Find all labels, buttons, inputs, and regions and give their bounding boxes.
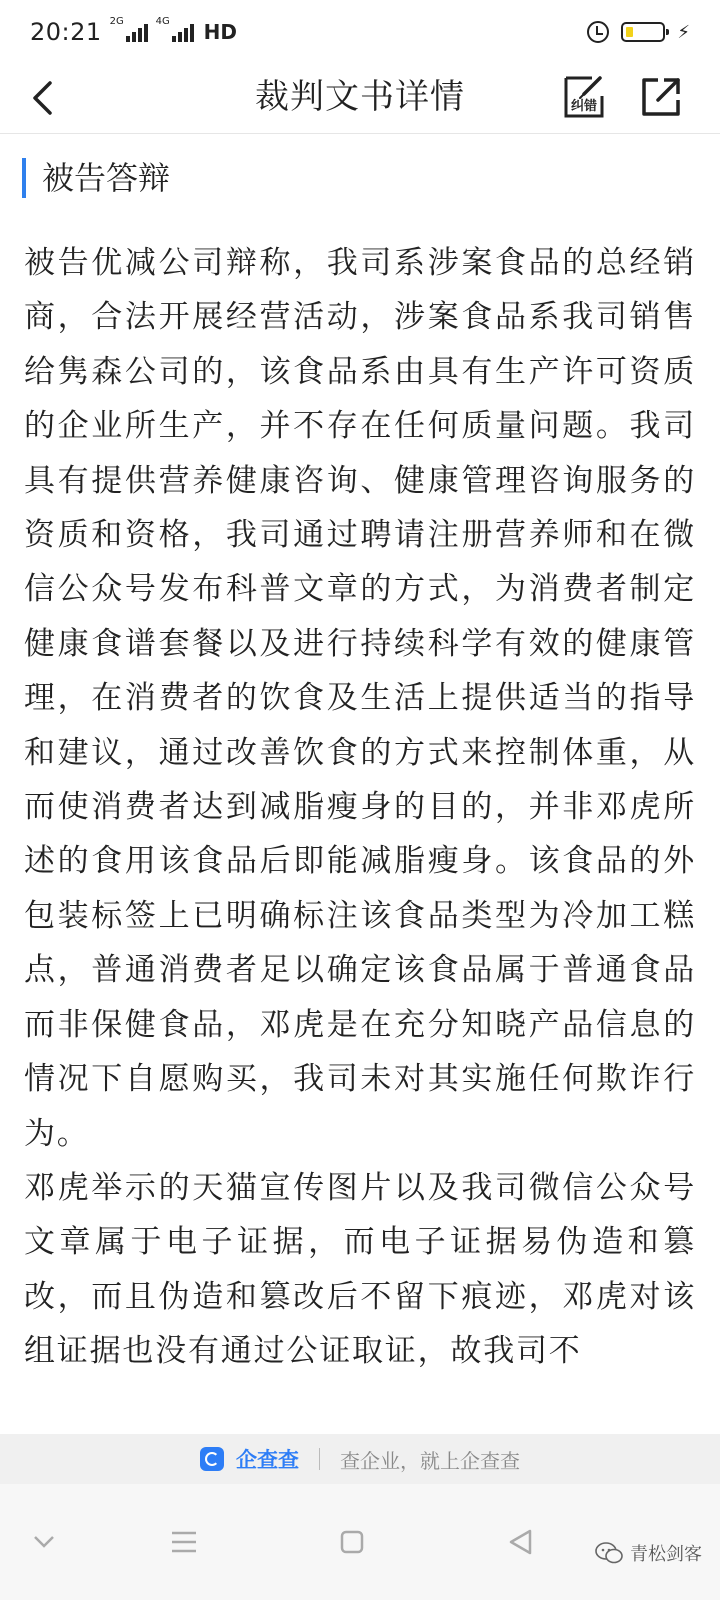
correct-error-button[interactable] [562,74,606,120]
clock: 20:21 [30,18,102,46]
system-nav-bar [0,1484,720,1600]
qichacha-logo-icon [200,1447,224,1471]
brand-name: 企查查 [236,1448,299,1472]
signal-2-label: 4G [155,16,170,27]
page-title: 裁判文书详情 [255,77,465,117]
signal-2-icon [155,16,194,42]
status-bar [0,0,720,64]
divider [319,1448,320,1470]
status-left [30,18,237,46]
correct-error-label: 纠错 [570,99,597,114]
back-button[interactable] [22,78,62,118]
judgment-text [24,236,696,1379]
watermark-text: 青松剑客 [630,1544,702,1565]
ad-slogan: 查企业，就上企查查 [340,1448,520,1473]
nav-menu-button[interactable] [162,1520,206,1564]
battery-fill [626,27,633,37]
wechat-icon [594,1542,624,1564]
menu-icon [171,1531,197,1553]
alarm-icon [587,21,609,43]
paragraph: 被告优减公司辩称，我司系涉案食品的总经销商，合法开展经营活动，涉案食品系我司销售给隽森公司的，该食品系由具有生产许可资质的企业所生产，并不存在任何质量问题。我司具有提供营养健康咨询、健康管理咨询服务的资质和资格，我司通过聘请注册营养师和在微信公众号发布科普文章的方式，为消费者制定健康食谱套餐以及进行持续科学有效的健康管理，在消费者的饮食及生活上提供适当的指导和建议，通过改善饮食的方式来控制体重，从而使消费者达到减脂瘦身的目的，并非邓虎所述的食用该食品后即能减脂瘦身。该食品的外包装标签上已明确标注该食品类型为冷加工糕点，普通消费者足以确定该食品属于普通食品而非保健食品，邓虎是在充分知晓产品信息的情况下自愿购买，我司未对其实施任何欺诈行为。 [24,245,696,1152]
hd-label: HD [203,20,238,44]
paragraph: 邓虎举示的天猫宣传图片以及我司微信公众号文章属于电子证据，而电子证据易伪造和篡改，而且伪造和篡改后不留下痕迹，邓虎对该组证据也没有通过公证取证，故我司不 [24,1169,696,1370]
charging-icon: ⚡ [677,21,690,43]
ad-banner[interactable] [0,1434,720,1484]
app-header [0,64,720,134]
share-button[interactable] [640,76,682,118]
battery-icon [621,22,665,42]
section-heading: 被告答辩 [22,158,170,198]
nav-back-button[interactable] [498,1520,542,1564]
share-icon [640,76,682,118]
nav-collapse-button[interactable] [22,1520,66,1564]
back-triangle-icon [508,1529,532,1555]
home-square-icon [340,1530,364,1554]
chevron-down-icon [33,1535,55,1549]
chevron-left-icon [30,80,54,116]
status-right [587,21,690,43]
signal-1-icon [109,16,148,42]
nav-home-button[interactable] [330,1520,374,1564]
signal-1-label: 2G [109,16,124,27]
watermark [594,1540,702,1566]
